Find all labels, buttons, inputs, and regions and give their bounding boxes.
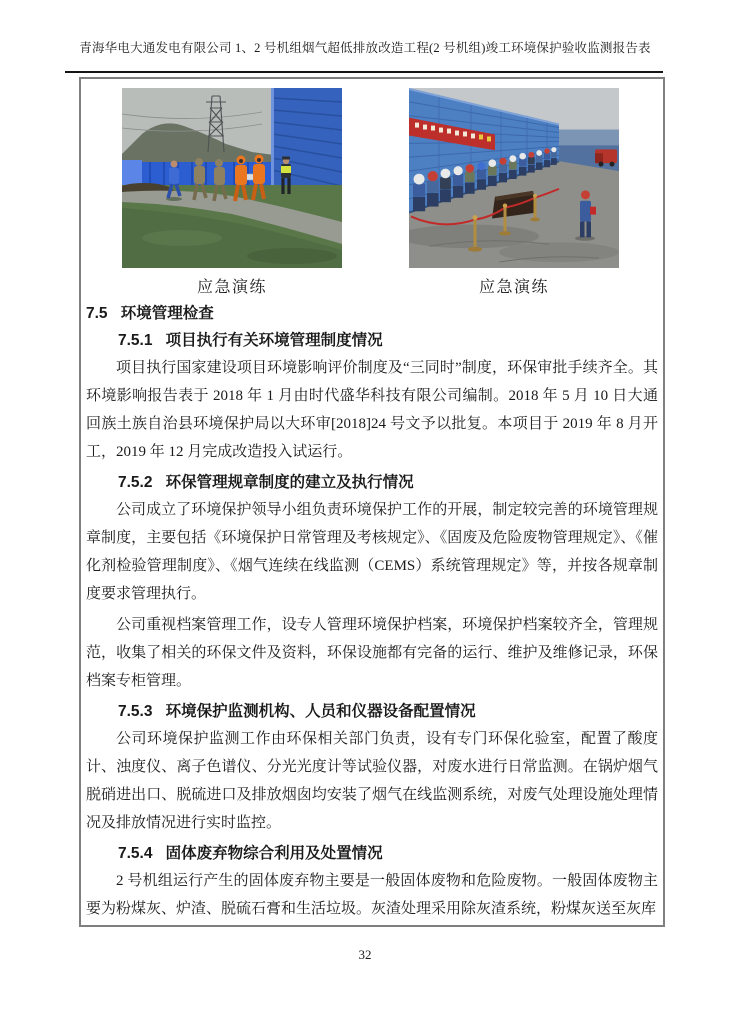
paragraph-7-5-2-b: 公司重视档案管理工作，设专人管理环境保护档案，环境保护档案较齐全，管理规范，收集了相关的环保文件及资料，环保设施都有完备的运行、维护及维修记录，环保档案专柜管理。 xyxy=(86,617,658,689)
section-number: 7.5.3 xyxy=(118,703,153,720)
paragraph-7-5-2-a: 公司成立了环境保护领导小组负责环境保护工作的开展，制定较完善的环境管理规章制度，主要包括《环境保护日常管理及考核规定》、《固废及危险废物管理规定》、《催化剂检验管理制度》、《烟气连续在线监测（CEMS）系统管理规定》等，并按各规章制度要求管理执行。 xyxy=(86,502,658,602)
photo-emergency-drill-rescue xyxy=(122,88,342,297)
paragraph-7-5-4: 2 号机组运行产生的固体废弃物主要是一般固体废物和危险废物。一般固体废物主要为粉煤灰、炉渣、脱硫石膏和生活垃圾。灰渣处理采用除灰渣系统，粉煤灰送至灰库 xyxy=(86,873,658,917)
section-title: 环境保护监测机构、人员和仪器设备配置情况 xyxy=(165,703,476,720)
section-title: 项目执行有关环境管理制度情况 xyxy=(165,332,383,349)
section-title: 固体废弃物综合利用及处置情况 xyxy=(165,845,383,862)
header-divider xyxy=(65,71,663,73)
section-number: 7.5.2 xyxy=(118,474,153,491)
section-title: 环保管理规章制度的建立及执行情况 xyxy=(165,474,414,491)
section-heading-7-5 xyxy=(86,304,663,324)
content-table-cell xyxy=(79,77,665,927)
section-heading-7-5-3 xyxy=(118,702,663,722)
report-header-title: 青海华电大通发电有限公司 1、2 号机组烟气超低排放改造工程(2 号机组)竣工环境保护验收监测报告表 xyxy=(79,41,651,55)
page-number: 32 xyxy=(358,947,372,962)
section-heading-7-5-1 xyxy=(118,331,663,351)
section-heading-7-5-4 xyxy=(118,844,663,864)
emergency-drill-assembly-image xyxy=(409,88,619,268)
photo2-scene xyxy=(409,88,619,268)
paragraph-7-5-1: 项目执行国家建设项目环境影响评价制度及“三同时”制度，环保审批手续齐全。其环境影响报告表于 2018 年 1 月由时代盛华科技有限公司编制。2018 年 5 月 10 日大通回族土族自治县环境保护局以大环审[2018]24 号文予以批复。本项目于 2019 年 8 月开工，2019 年 12 月完成改造投入试运行。 xyxy=(86,360,658,460)
photo-caption-right: 应急演练 xyxy=(478,279,549,296)
section-heading-7-5-2 xyxy=(118,473,663,493)
section-number: 7.5.4 xyxy=(118,845,153,862)
photo-emergency-drill-assembly xyxy=(409,88,619,297)
section-number: 7.5.1 xyxy=(118,332,153,349)
photo-caption-left: 应急演练 xyxy=(196,279,267,296)
photo1-scene xyxy=(122,88,342,268)
section-title: 环境管理检查 xyxy=(120,305,214,322)
section-number: 7.5 xyxy=(86,305,108,322)
paragraph-7-5-3: 公司环境保护监测工作由环保相关部门负责，设有专门环保化验室，配置了酸度计、浊度仪、离子色谱仪、分光光度计等试验仪器，对废水进行日常监测。在锅炉烟气脱硝进出口、脱硫进口及排放烟囱均安装了烟气在线监测系统，对废气处理设施处理情况及排放情况进行实时监控。 xyxy=(86,731,658,831)
photos-row xyxy=(81,79,663,297)
emergency-drill-rescue-image xyxy=(122,88,342,268)
